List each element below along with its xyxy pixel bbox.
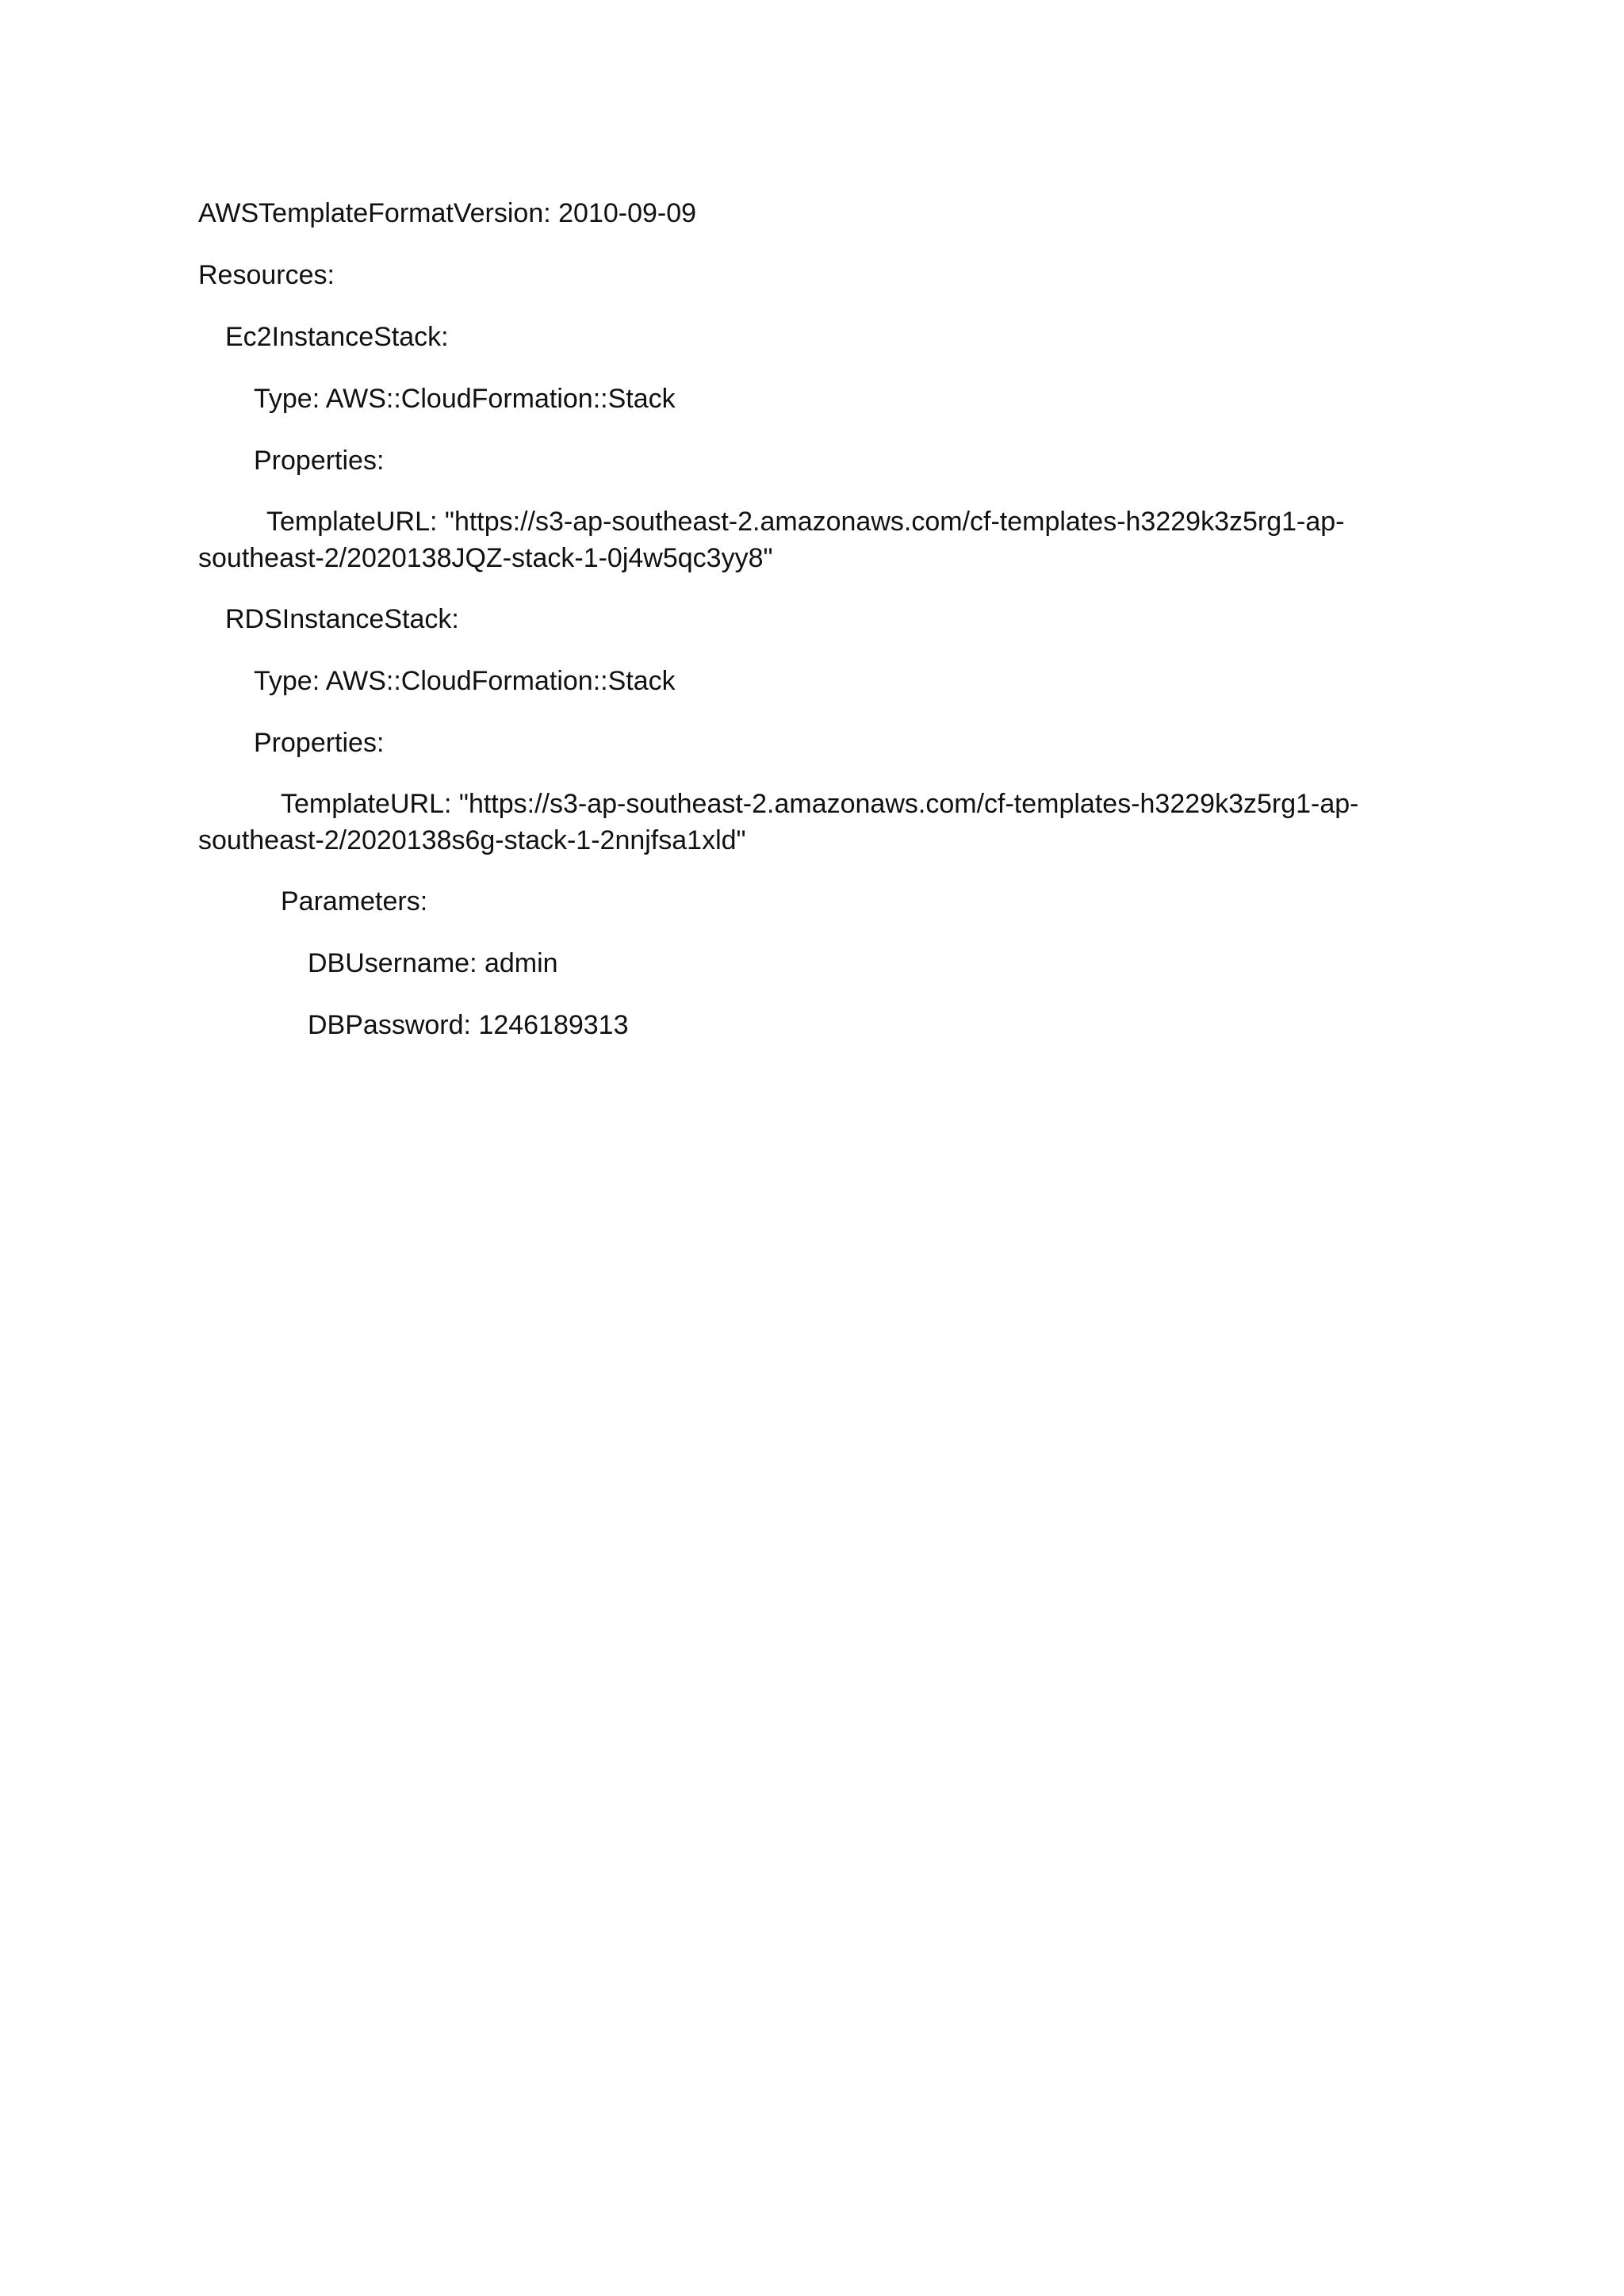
format-version-line: AWSTemplateFormatVersion: 2010-09-09 [198, 198, 697, 228]
ec2-template-url-line: TemplateURL: "https://s3-ap-southeast-2.amazonaws.com/cf-templates-h3229k3z5rg1-ap-southeast-2/2020138JQZ-stack-1-0j4w5qc3yy8" [198, 507, 1345, 573]
db-password-line: DBPassword: 1246189313 [308, 1010, 629, 1040]
resources-heading: Resources: [198, 260, 335, 290]
rds-instance-stack-heading: RDSInstanceStack: [225, 604, 459, 634]
ec2-type-line: Type: AWS::CloudFormation::Stack [254, 384, 676, 414]
ec2-instance-stack-heading: Ec2InstanceStack: [225, 322, 449, 352]
db-username-line: DBUsername: admin [308, 948, 558, 978]
yaml-template-content [198, 194, 1435, 1068]
rds-type-line: Type: AWS::CloudFormation::Stack [254, 666, 676, 696]
ec2-properties-heading: Properties: [254, 446, 385, 476]
rds-template-url-line: TemplateURL: "https://s3-ap-southeast-2.amazonaws.com/cf-templates-h3229k3z5rg1-ap-southeast-2/2020138s6g-stack-1-2nnjfsa1xld" [198, 789, 1359, 855]
rds-properties-heading: Properties: [254, 728, 385, 758]
parameters-heading: Parameters: [281, 886, 428, 916]
